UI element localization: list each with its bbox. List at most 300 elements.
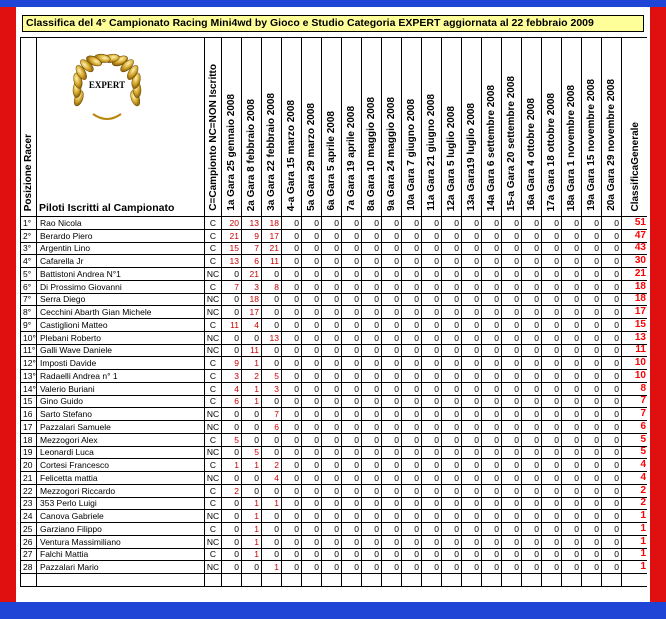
score-cell: 0 — [402, 459, 422, 472]
score-cell: 0 — [482, 370, 502, 383]
header-race-8 — [362, 38, 382, 217]
score-cell: 0 — [382, 319, 402, 332]
header-race-label: 14a Gara 6 settembre 2008 — [486, 84, 497, 211]
score-cell: 0 — [262, 523, 282, 536]
score-cell: 0 — [322, 446, 342, 459]
score-cell: 0 — [342, 510, 362, 523]
score-cell: 0 — [442, 535, 462, 548]
position-cell: 12° — [21, 357, 37, 370]
logo-text: EXPERT — [88, 80, 126, 90]
total-cell: 2 — [622, 497, 648, 510]
score-cell: 6 — [262, 421, 282, 434]
score-cell: 0 — [402, 293, 422, 306]
score-cell: 0 — [222, 268, 242, 281]
frame-top-band — [0, 0, 666, 7]
position-cell: 23 — [21, 497, 37, 510]
score-cell: 0 — [322, 370, 342, 383]
score-cell: 0 — [602, 472, 622, 485]
score-cell: 0 — [322, 408, 342, 421]
frame-left-band — [0, 7, 16, 602]
score-cell: 7 — [262, 408, 282, 421]
score-cell: 0 — [602, 510, 622, 523]
header-race-2 — [242, 38, 262, 217]
score-cell: 0 — [522, 331, 542, 344]
total-cell: 47 — [622, 229, 648, 242]
pilot-name-cell: Battistoni Andrea N°1 — [37, 268, 205, 281]
score-cell: 0 — [582, 484, 602, 497]
score-cell: 0 — [322, 280, 342, 293]
score-cell: 0 — [482, 268, 502, 281]
score-cell: 0 — [522, 561, 542, 574]
header-race-1 — [222, 38, 242, 217]
score-cell: 0 — [382, 459, 402, 472]
laurel-wreath-icon — [63, 50, 151, 130]
score-cell: 0 — [602, 344, 622, 357]
score-cell: 0 — [462, 229, 482, 242]
score-cell: 0 — [462, 548, 482, 561]
score-cell: 0 — [502, 395, 522, 408]
score-cell: 0 — [362, 523, 382, 536]
score-cell: 0 — [382, 523, 402, 536]
score-cell: 0 — [562, 242, 582, 255]
score-cell: 5 — [222, 433, 242, 446]
score-cell: 0 — [382, 306, 402, 319]
score-cell: 0 — [422, 421, 442, 434]
score-cell: 0 — [522, 268, 542, 281]
score-cell: 0 — [602, 319, 622, 332]
score-cell: 0 — [342, 446, 362, 459]
score-cell: 0 — [402, 395, 422, 408]
pilot-name-cell: Leonardi Luca — [37, 446, 205, 459]
score-cell: 0 — [442, 446, 462, 459]
score-cell: 0 — [242, 484, 262, 497]
score-cell: 0 — [382, 484, 402, 497]
empty-cell — [382, 574, 402, 587]
score-cell: 1 — [242, 459, 262, 472]
score-cell: 0 — [502, 382, 522, 395]
score-cell: 0 — [422, 548, 442, 561]
score-cell: 0 — [282, 395, 302, 408]
score-cell: 0 — [462, 510, 482, 523]
header-race-7 — [342, 38, 362, 217]
score-cell: 0 — [562, 293, 582, 306]
score-cell: 0 — [562, 357, 582, 370]
position-cell: 10° — [21, 331, 37, 344]
total-cell: 18 — [622, 293, 648, 306]
empty-cell — [242, 574, 262, 587]
score-cell: 21 — [262, 242, 282, 255]
score-cell: 0 — [502, 408, 522, 421]
header-race-label: 4-a Gara 15 marzo 2008 — [286, 99, 297, 211]
position-cell: 24 — [21, 510, 37, 523]
score-cell: 0 — [502, 535, 522, 548]
pilot-name-cell: Castiglioni Matteo — [37, 319, 205, 332]
score-cell: 0 — [282, 535, 302, 548]
score-cell: 0 — [222, 421, 242, 434]
score-cell: 0 — [442, 217, 462, 230]
score-cell: 0 — [342, 472, 362, 485]
score-cell: 0 — [562, 280, 582, 293]
score-cell: 0 — [542, 421, 562, 434]
pilot-name-cell: Pazzalari Samuele — [37, 421, 205, 434]
total-cell: 4 — [622, 472, 648, 485]
score-cell: 0 — [482, 548, 502, 561]
score-cell: 0 — [462, 306, 482, 319]
pilot-name-cell: Canova Gabriele — [37, 510, 205, 523]
score-cell: 0 — [602, 217, 622, 230]
score-cell: 0 — [382, 510, 402, 523]
score-cell: 0 — [382, 408, 402, 421]
empty-cell — [302, 574, 322, 587]
score-cell: 0 — [502, 370, 522, 383]
score-cell: 0 — [522, 510, 542, 523]
score-cell: 0 — [482, 357, 502, 370]
score-cell: 0 — [362, 242, 382, 255]
category-cell: NC — [205, 331, 222, 344]
empty-row — [21, 574, 648, 587]
score-cell: 0 — [522, 446, 542, 459]
empty-cell — [542, 574, 562, 587]
score-cell: 0 — [602, 446, 622, 459]
score-cell: 0 — [422, 319, 442, 332]
score-cell: 0 — [342, 344, 362, 357]
header-position — [21, 38, 37, 217]
score-cell: 0 — [602, 497, 622, 510]
empty-cell — [622, 574, 648, 587]
table-row — [21, 472, 648, 485]
score-cell: 0 — [582, 421, 602, 434]
score-cell: 0 — [562, 306, 582, 319]
table-row — [21, 255, 648, 268]
score-cell: 0 — [562, 408, 582, 421]
score-cell: 0 — [302, 535, 322, 548]
score-cell: 0 — [382, 293, 402, 306]
score-cell: 0 — [222, 535, 242, 548]
score-cell: 0 — [522, 344, 542, 357]
score-cell: 0 — [482, 408, 502, 421]
score-cell: 0 — [302, 497, 322, 510]
standings-table — [20, 37, 647, 587]
category-cell: C — [205, 459, 222, 472]
score-cell: 0 — [302, 421, 322, 434]
score-cell: 0 — [502, 523, 522, 536]
score-cell: 0 — [422, 497, 442, 510]
score-cell: 0 — [462, 344, 482, 357]
score-cell: 0 — [442, 319, 462, 332]
score-cell: 0 — [302, 408, 322, 421]
category-cell: C — [205, 370, 222, 383]
score-cell: 0 — [222, 497, 242, 510]
score-cell: 0 — [422, 293, 442, 306]
score-cell: 0 — [562, 268, 582, 281]
score-cell: 0 — [322, 319, 342, 332]
empty-cell — [482, 574, 502, 587]
score-cell: 0 — [462, 280, 482, 293]
table-row — [21, 293, 648, 306]
score-cell: 1 — [222, 459, 242, 472]
position-cell: 1° — [21, 217, 37, 230]
total-cell: 11 — [622, 344, 648, 357]
category-cell: NC — [205, 306, 222, 319]
header-race-label: 1a Gara 25 gennaio 2008 — [226, 94, 237, 211]
header-race-15 — [502, 38, 522, 217]
total-cell: 21 — [622, 268, 648, 281]
table-row — [21, 357, 648, 370]
score-cell: 0 — [502, 280, 522, 293]
category-cell: NC — [205, 344, 222, 357]
score-cell: 0 — [582, 344, 602, 357]
table-row — [21, 421, 648, 434]
header-race-label: 18a Gara 1 novembre 2008 — [566, 84, 577, 211]
header-race-16 — [522, 38, 542, 217]
score-cell: 0 — [402, 421, 422, 434]
category-cell: NC — [205, 561, 222, 574]
header-race-19 — [582, 38, 602, 217]
spreadsheet-sheet — [19, 7, 647, 602]
score-cell: 0 — [482, 319, 502, 332]
header-category-label: C=Campionto NC=NON Iscritto — [207, 64, 219, 211]
score-cell: 0 — [442, 331, 462, 344]
header-race-label: 6a Gara 5 aprile 2008 — [326, 111, 337, 211]
score-cell: 0 — [582, 293, 602, 306]
total-cell: 51 — [622, 217, 648, 230]
pilot-name-cell: Galli Wave Daniele — [37, 344, 205, 357]
score-cell: 0 — [302, 357, 322, 370]
score-cell: 0 — [582, 268, 602, 281]
score-cell: 0 — [542, 484, 562, 497]
score-cell: 3 — [242, 280, 262, 293]
score-cell: 0 — [322, 382, 342, 395]
score-cell: 11 — [222, 319, 242, 332]
score-cell: 0 — [282, 229, 302, 242]
score-cell: 0 — [602, 382, 622, 395]
score-cell: 0 — [442, 395, 462, 408]
score-cell: 0 — [542, 331, 562, 344]
score-cell: 0 — [302, 217, 322, 230]
category-cell: NC — [205, 293, 222, 306]
position-cell: 13° — [21, 370, 37, 383]
score-cell: 0 — [542, 472, 562, 485]
pilot-name-cell: Cafarella Jr — [37, 255, 205, 268]
score-cell: 4 — [222, 382, 242, 395]
score-cell: 0 — [282, 459, 302, 472]
pilot-name-cell: Valerio Buriani — [37, 382, 205, 395]
score-cell: 0 — [382, 255, 402, 268]
score-cell: 0 — [282, 548, 302, 561]
score-cell: 0 — [482, 293, 502, 306]
score-cell: 0 — [502, 331, 522, 344]
score-cell: 0 — [562, 548, 582, 561]
score-cell: 0 — [502, 421, 522, 434]
table-row — [21, 319, 648, 332]
total-cell: 1 — [622, 548, 648, 561]
position-cell: 11° — [21, 344, 37, 357]
score-cell: 0 — [542, 408, 562, 421]
score-cell: 0 — [382, 497, 402, 510]
table-row — [21, 280, 648, 293]
score-cell: 0 — [302, 459, 322, 472]
score-cell: 0 — [422, 459, 442, 472]
category-cell: C — [205, 395, 222, 408]
score-cell: 13 — [242, 217, 262, 230]
score-cell: 0 — [442, 421, 462, 434]
score-cell: 0 — [462, 370, 482, 383]
score-cell: 0 — [562, 370, 582, 383]
score-cell: 0 — [522, 523, 542, 536]
score-cell: 0 — [582, 510, 602, 523]
score-cell: 0 — [222, 306, 242, 319]
score-cell: 0 — [282, 446, 302, 459]
score-cell: 0 — [382, 344, 402, 357]
score-cell: 0 — [542, 433, 562, 446]
position-cell: 2° — [21, 229, 37, 242]
score-cell: 0 — [282, 217, 302, 230]
score-cell: 0 — [262, 446, 282, 459]
score-cell: 0 — [562, 523, 582, 536]
position-cell: 3° — [21, 242, 37, 255]
header-race-label: 17a Gara 18 ottobre 2008 — [546, 92, 557, 211]
score-cell: 0 — [342, 306, 362, 319]
position-cell: 7° — [21, 293, 37, 306]
score-cell: 0 — [462, 217, 482, 230]
score-cell: 0 — [502, 344, 522, 357]
score-cell: 0 — [242, 331, 262, 344]
score-cell: 0 — [422, 370, 442, 383]
score-cell: 0 — [262, 548, 282, 561]
pilot-name-cell: Falchi Mattia — [37, 548, 205, 561]
score-cell: 0 — [342, 535, 362, 548]
score-cell: 11 — [242, 344, 262, 357]
score-cell: 0 — [422, 255, 442, 268]
score-cell: 0 — [422, 382, 442, 395]
score-cell: 0 — [462, 255, 482, 268]
score-cell: 20 — [222, 217, 242, 230]
score-cell: 0 — [582, 535, 602, 548]
score-cell: 0 — [322, 395, 342, 408]
position-cell: 15 — [21, 395, 37, 408]
score-cell: 0 — [362, 319, 382, 332]
empty-cell — [222, 574, 242, 587]
score-cell: 0 — [302, 268, 322, 281]
score-cell: 0 — [262, 395, 282, 408]
header-race-label: 12a Gara 5 luglio 2008 — [446, 105, 457, 211]
score-cell: 0 — [542, 561, 562, 574]
table-row — [21, 217, 648, 230]
table-row — [21, 331, 648, 344]
score-cell: 0 — [462, 535, 482, 548]
score-cell: 0 — [402, 382, 422, 395]
score-cell: 0 — [562, 421, 582, 434]
score-cell: 0 — [342, 548, 362, 561]
score-cell: 0 — [322, 268, 342, 281]
score-cell: 0 — [602, 523, 622, 536]
score-cell: 0 — [502, 548, 522, 561]
table-row — [21, 229, 648, 242]
score-cell: 0 — [602, 255, 622, 268]
score-cell: 0 — [602, 293, 622, 306]
score-cell: 0 — [282, 510, 302, 523]
score-cell: 0 — [402, 510, 422, 523]
score-cell: 0 — [322, 229, 342, 242]
score-cell: 0 — [462, 319, 482, 332]
score-cell: 0 — [362, 484, 382, 497]
score-cell: 0 — [282, 370, 302, 383]
score-cell: 0 — [562, 459, 582, 472]
category-cell: C — [205, 497, 222, 510]
score-cell: 0 — [402, 357, 422, 370]
score-cell: 0 — [362, 395, 382, 408]
table-row — [21, 535, 648, 548]
score-cell: 0 — [282, 357, 302, 370]
score-cell: 0 — [582, 472, 602, 485]
score-cell: 0 — [602, 242, 622, 255]
header-race-3 — [262, 38, 282, 217]
header-race-label: 20a Gara 29 novembre 2008 — [606, 79, 617, 211]
score-cell: 5 — [242, 446, 262, 459]
standings-table-wrapper — [20, 37, 647, 587]
score-cell: 1 — [242, 535, 262, 548]
score-cell: 0 — [422, 331, 442, 344]
score-cell: 9 — [222, 357, 242, 370]
score-cell: 0 — [582, 370, 602, 383]
position-cell: 14° — [21, 382, 37, 395]
position-cell: 28 — [21, 561, 37, 574]
score-cell: 0 — [362, 217, 382, 230]
table-row — [21, 344, 648, 357]
total-cell: 5 — [622, 446, 648, 459]
header-total — [622, 38, 648, 217]
score-cell: 0 — [362, 268, 382, 281]
table-row — [21, 497, 648, 510]
score-cell: 1 — [242, 523, 262, 536]
score-cell: 0 — [362, 280, 382, 293]
header-race-18 — [562, 38, 582, 217]
score-cell: 0 — [322, 459, 342, 472]
score-cell: 0 — [282, 255, 302, 268]
score-cell: 0 — [422, 306, 442, 319]
score-cell: 0 — [402, 268, 422, 281]
score-cell: 0 — [542, 268, 562, 281]
score-cell: 0 — [362, 370, 382, 383]
score-cell: 0 — [582, 497, 602, 510]
empty-cell — [402, 574, 422, 587]
score-cell: 0 — [402, 242, 422, 255]
score-cell: 0 — [282, 523, 302, 536]
score-cell: 0 — [322, 217, 342, 230]
score-cell: 0 — [462, 446, 482, 459]
score-cell: 0 — [462, 293, 482, 306]
score-cell: 0 — [322, 433, 342, 446]
score-cell: 0 — [422, 229, 442, 242]
score-cell: 3 — [222, 370, 242, 383]
pilot-name-cell: Argentin Lino — [37, 242, 205, 255]
score-cell: 0 — [582, 523, 602, 536]
pilot-name-cell: 353 Perlo Luigi — [37, 497, 205, 510]
score-cell: 0 — [382, 382, 402, 395]
empty-cell — [522, 574, 542, 587]
score-cell: 0 — [402, 217, 422, 230]
score-cell: 6 — [222, 395, 242, 408]
score-cell: 0 — [302, 548, 322, 561]
score-cell: 18 — [242, 293, 262, 306]
pilot-name-cell: Radaelli Andrea n° 1 — [37, 370, 205, 383]
empty-cell — [21, 574, 37, 587]
pilot-name-cell: Plebani Roberto — [37, 331, 205, 344]
score-cell: 0 — [222, 472, 242, 485]
score-cell: 0 — [462, 459, 482, 472]
header-race-13 — [462, 38, 482, 217]
header-position-label: Posizione Racer — [23, 133, 34, 211]
